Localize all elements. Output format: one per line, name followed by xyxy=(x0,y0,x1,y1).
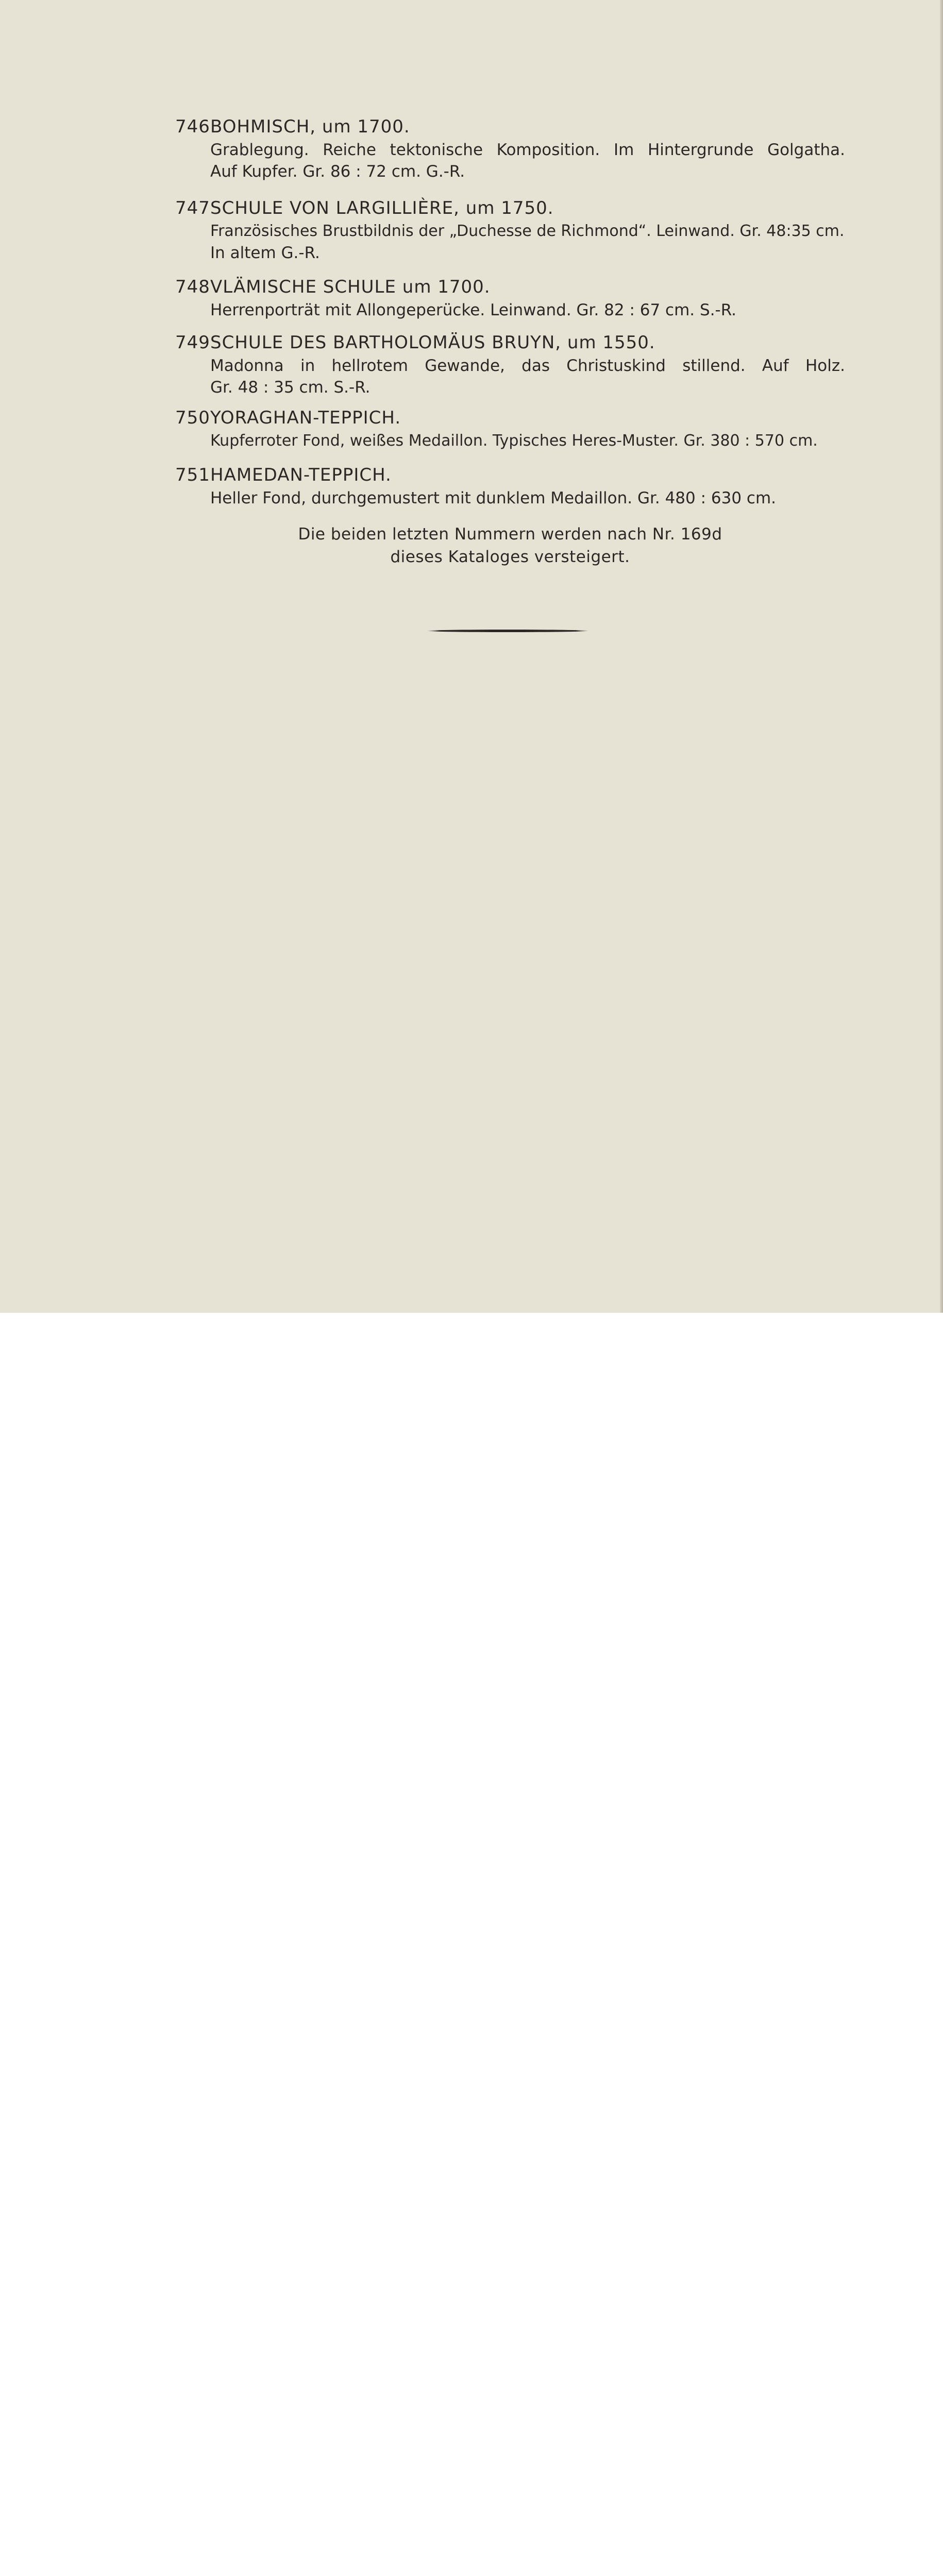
entry-title: SCHULE VON LARGILLIÈRE, um 1750. xyxy=(210,198,554,218)
entry-heading xyxy=(175,275,845,299)
notice-line: Die beiden letzten Nummern werden nach Nr. 169d xyxy=(298,525,722,544)
auction-notice xyxy=(175,523,845,568)
notice-line: dieses Kataloges versteigert. xyxy=(390,548,630,566)
footer-bar xyxy=(0,1313,943,1381)
entry-description: Auf Kupfer. Gr. 86 : 72 cm. G.-R. xyxy=(210,162,465,181)
entry-number: 747 xyxy=(175,198,210,218)
entry-description: Grablegung. Reiche tektonische Komposition. Im Hintergrunde Golgatha. xyxy=(210,141,845,159)
entry-heading xyxy=(175,463,845,487)
entry-title: SCHULE DES BARTHOLOMÄUS BRUYN, um 1550. xyxy=(210,332,655,353)
entry-heading xyxy=(175,196,845,221)
entry-heading xyxy=(175,330,845,355)
entry-description: In altem G.-R. xyxy=(210,244,320,262)
catalog-entry-750 xyxy=(175,405,845,452)
entry-number: 746 xyxy=(175,116,210,137)
entry-title: VLÄMISCHE SCHULE um 1700. xyxy=(210,277,491,297)
catalog-entry-746 xyxy=(175,114,845,182)
catalog-entry-749 xyxy=(175,330,845,398)
entry-title: BOHMISCH, um 1700. xyxy=(210,116,410,137)
entry-title: YORAGHAN-TEPPICH. xyxy=(210,408,401,428)
entry-description: Französisches Brustbildnis der „Duchesse de Richmond“. Leinwand. Gr. 48:35 cm. xyxy=(210,222,845,240)
entry-number: 750 xyxy=(175,408,210,428)
entry-number: 751 xyxy=(175,465,210,485)
entry-description: Herrenporträt mit Allongeperücke. Leinwand. Gr. 82 : 67 cm. S.-R. xyxy=(210,301,737,319)
catalog-entry-751 xyxy=(175,463,845,509)
catalog-entry-748 xyxy=(175,275,845,321)
entry-heading xyxy=(175,114,845,139)
decorative-rule xyxy=(427,630,589,632)
entry-heading xyxy=(175,405,845,430)
entry-description: Kupferroter Fond, weißes Medaillon. Typisches Heres-Muster. Gr. 380 : 570 cm. xyxy=(210,432,818,450)
page-edge xyxy=(940,0,943,1313)
entry-title: HAMEDAN-TEPPICH. xyxy=(210,465,392,485)
entry-number: 749 xyxy=(175,332,210,353)
catalog-entry-747 xyxy=(175,196,845,264)
entry-description: Heller Fond, durchgemustert mit dunklem Medaillon. Gr. 480 : 630 cm. xyxy=(210,489,777,507)
entry-number: 748 xyxy=(175,277,210,297)
entry-description: Gr. 48 : 35 cm. S.-R. xyxy=(210,378,371,397)
entry-description: Madonna in hellrotem Gewande, das Christuskind stillend. Auf Holz. xyxy=(210,357,845,375)
